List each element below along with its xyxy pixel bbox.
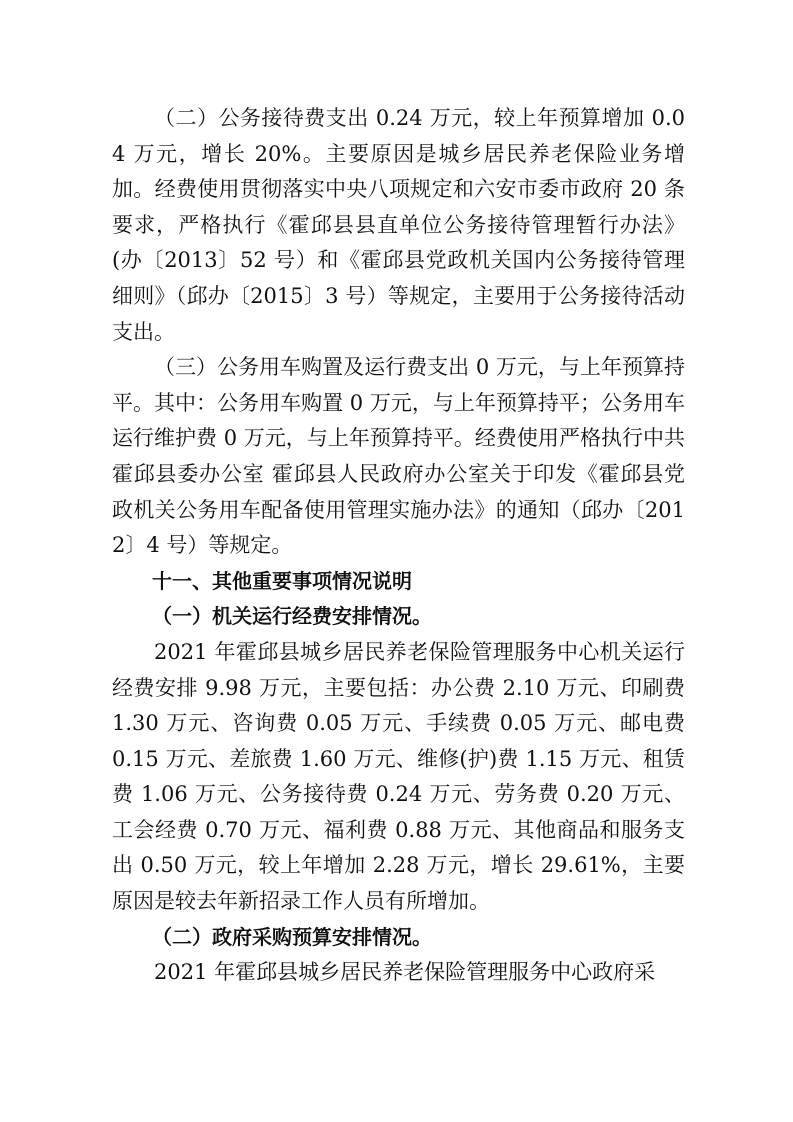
- section-heading-other-matters: 十一、其他重要事项情况说明: [152, 568, 412, 593]
- document-body: [112, 101, 685, 991]
- paragraph-operating-funds: 2021 年霍邱县城乡居民养老保险管理服务中心机关运行经费安排 9.98 万元，主要包括：办公费 2.10 万元、印刷费 1.30 万元、咨询费 0.05 万元、手续费 0.05 万元、邮电费 0.15 万元、差旅费 1.60 万元、维修(护)费 1.15 万元、租赁费 1.06 万元、公务接待费 0.24 万元、劳务费 0.20 万元、工会经费 0.70 万元、福利费 0.88 万元、其他商品和服务支出 0.50 万元，较上年增加 2.28 万元，增长 29.61%，主要原因是较去年新招录工作人员有所增加。: [112, 639, 685, 914]
- paragraph-procurement-budget: 2021 年霍邱县城乡居民养老保险管理服务中心政府采: [154, 960, 656, 985]
- subheading-operating-funds: （一）机关运行经费安排情况。: [152, 604, 432, 629]
- paragraph-vehicle-expense: （三）公务用车购置及运行费支出 0 万元，与上年预算持平。其中：公务用车购置 0 万元，与上年预算持平；公务用车运行维护费 0 万元，与上年预算持平。经费使用严格执行中共霍邱县委办公室 霍邱县人民政府办公室关于印发《霍邱县党政机关公务用车配备使用管理实施办法》的通知（邱办〔2012〕4 号）等规定。: [112, 355, 685, 558]
- subheading-procurement-budget: （二）政府采购预算安排情况。: [152, 924, 432, 949]
- paragraph-reception-expense: （二）公务接待费支出 0.24 万元，较上年预算增加 0.04 万元，增长 20%。主要原因是城乡居民养老保险业务增加。经费使用贯彻落实中央八项规定和六安市委市政府 20 条要求，严格执行《霍邱县县直单位公务接待管理暂行办法》(办〔2013〕52 号）和《霍邱县党政机关国内公务接待管理细则》（邱办〔2015〕3 号）等规定，主要用于公务接待活动支出。: [112, 106, 685, 344]
